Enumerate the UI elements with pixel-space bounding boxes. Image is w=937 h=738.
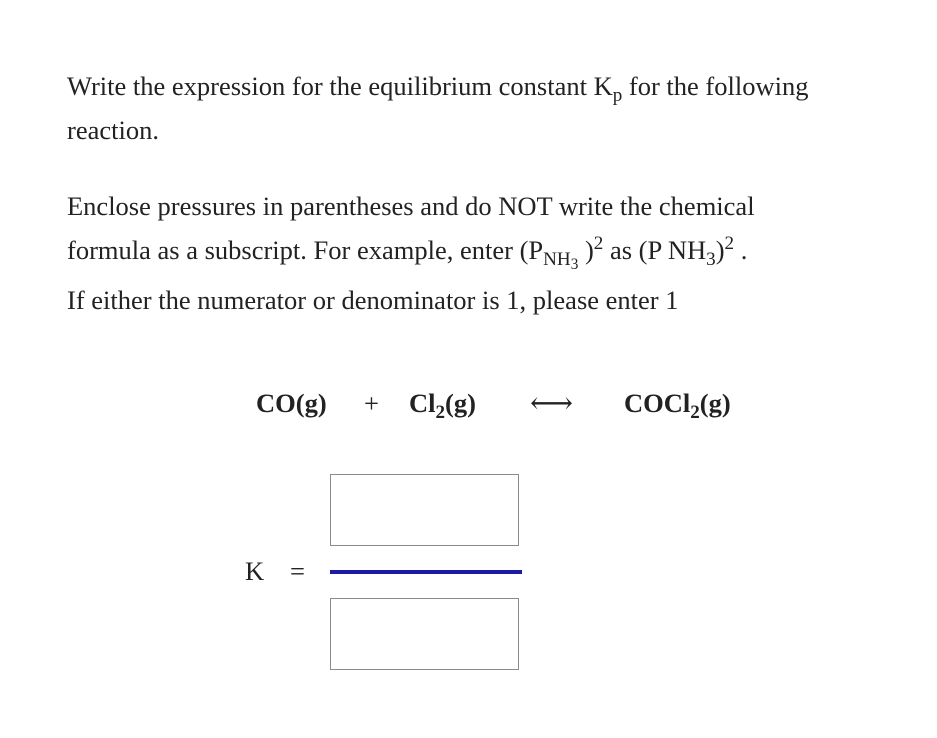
instruction-line-3: Enclose pressures in parentheses and do NOT write the chemical: [67, 191, 755, 221]
instruction-text: ): [715, 235, 725, 265]
kp-subscript: p: [612, 85, 623, 107]
reactant-cl2: [409, 388, 476, 424]
superscript: 2: [724, 232, 735, 254]
numerator-input[interactable]: [330, 474, 519, 546]
reactant-co: CO(g): [256, 388, 327, 418]
example-subscript: [543, 249, 579, 273]
denominator-input[interactable]: [330, 598, 519, 670]
superscript: 2: [593, 232, 604, 254]
k-label: K: [245, 556, 265, 586]
formula-text: (g): [445, 388, 476, 418]
subscript: 3: [706, 249, 716, 271]
product-cocl2: [624, 388, 731, 424]
nested-subscript: 3: [570, 255, 579, 273]
instruction-text: Write the expression for the equilibrium constant K: [67, 71, 613, 101]
instruction-line-5: If either the numerator or denominator is 1, please enter 1: [67, 285, 679, 315]
instruction-text: ): [578, 235, 594, 265]
instruction-line-2: reaction.: [67, 115, 159, 145]
instruction-text: .: [734, 235, 748, 265]
formula-text: Cl: [409, 388, 436, 418]
instruction-line-1: [67, 64, 808, 108]
instruction-text: as (P NH: [603, 235, 707, 265]
subscript-text: NH: [543, 249, 571, 271]
instruction-line-4: [67, 228, 747, 272]
formula-subscript: 2: [435, 402, 446, 424]
instruction-text: for the following: [622, 71, 809, 101]
equals-sign: =: [290, 556, 305, 586]
equilibrium-arrow-icon: ⟷: [530, 387, 574, 420]
formula-text: (g): [699, 388, 731, 418]
fraction-bar: [330, 570, 522, 574]
plus-sign: +: [364, 388, 379, 418]
formula-subscript: 2: [690, 402, 700, 424]
formula-text: COCl: [624, 388, 691, 418]
instruction-text: formula as a subscript. For example, enter (P: [67, 235, 544, 265]
